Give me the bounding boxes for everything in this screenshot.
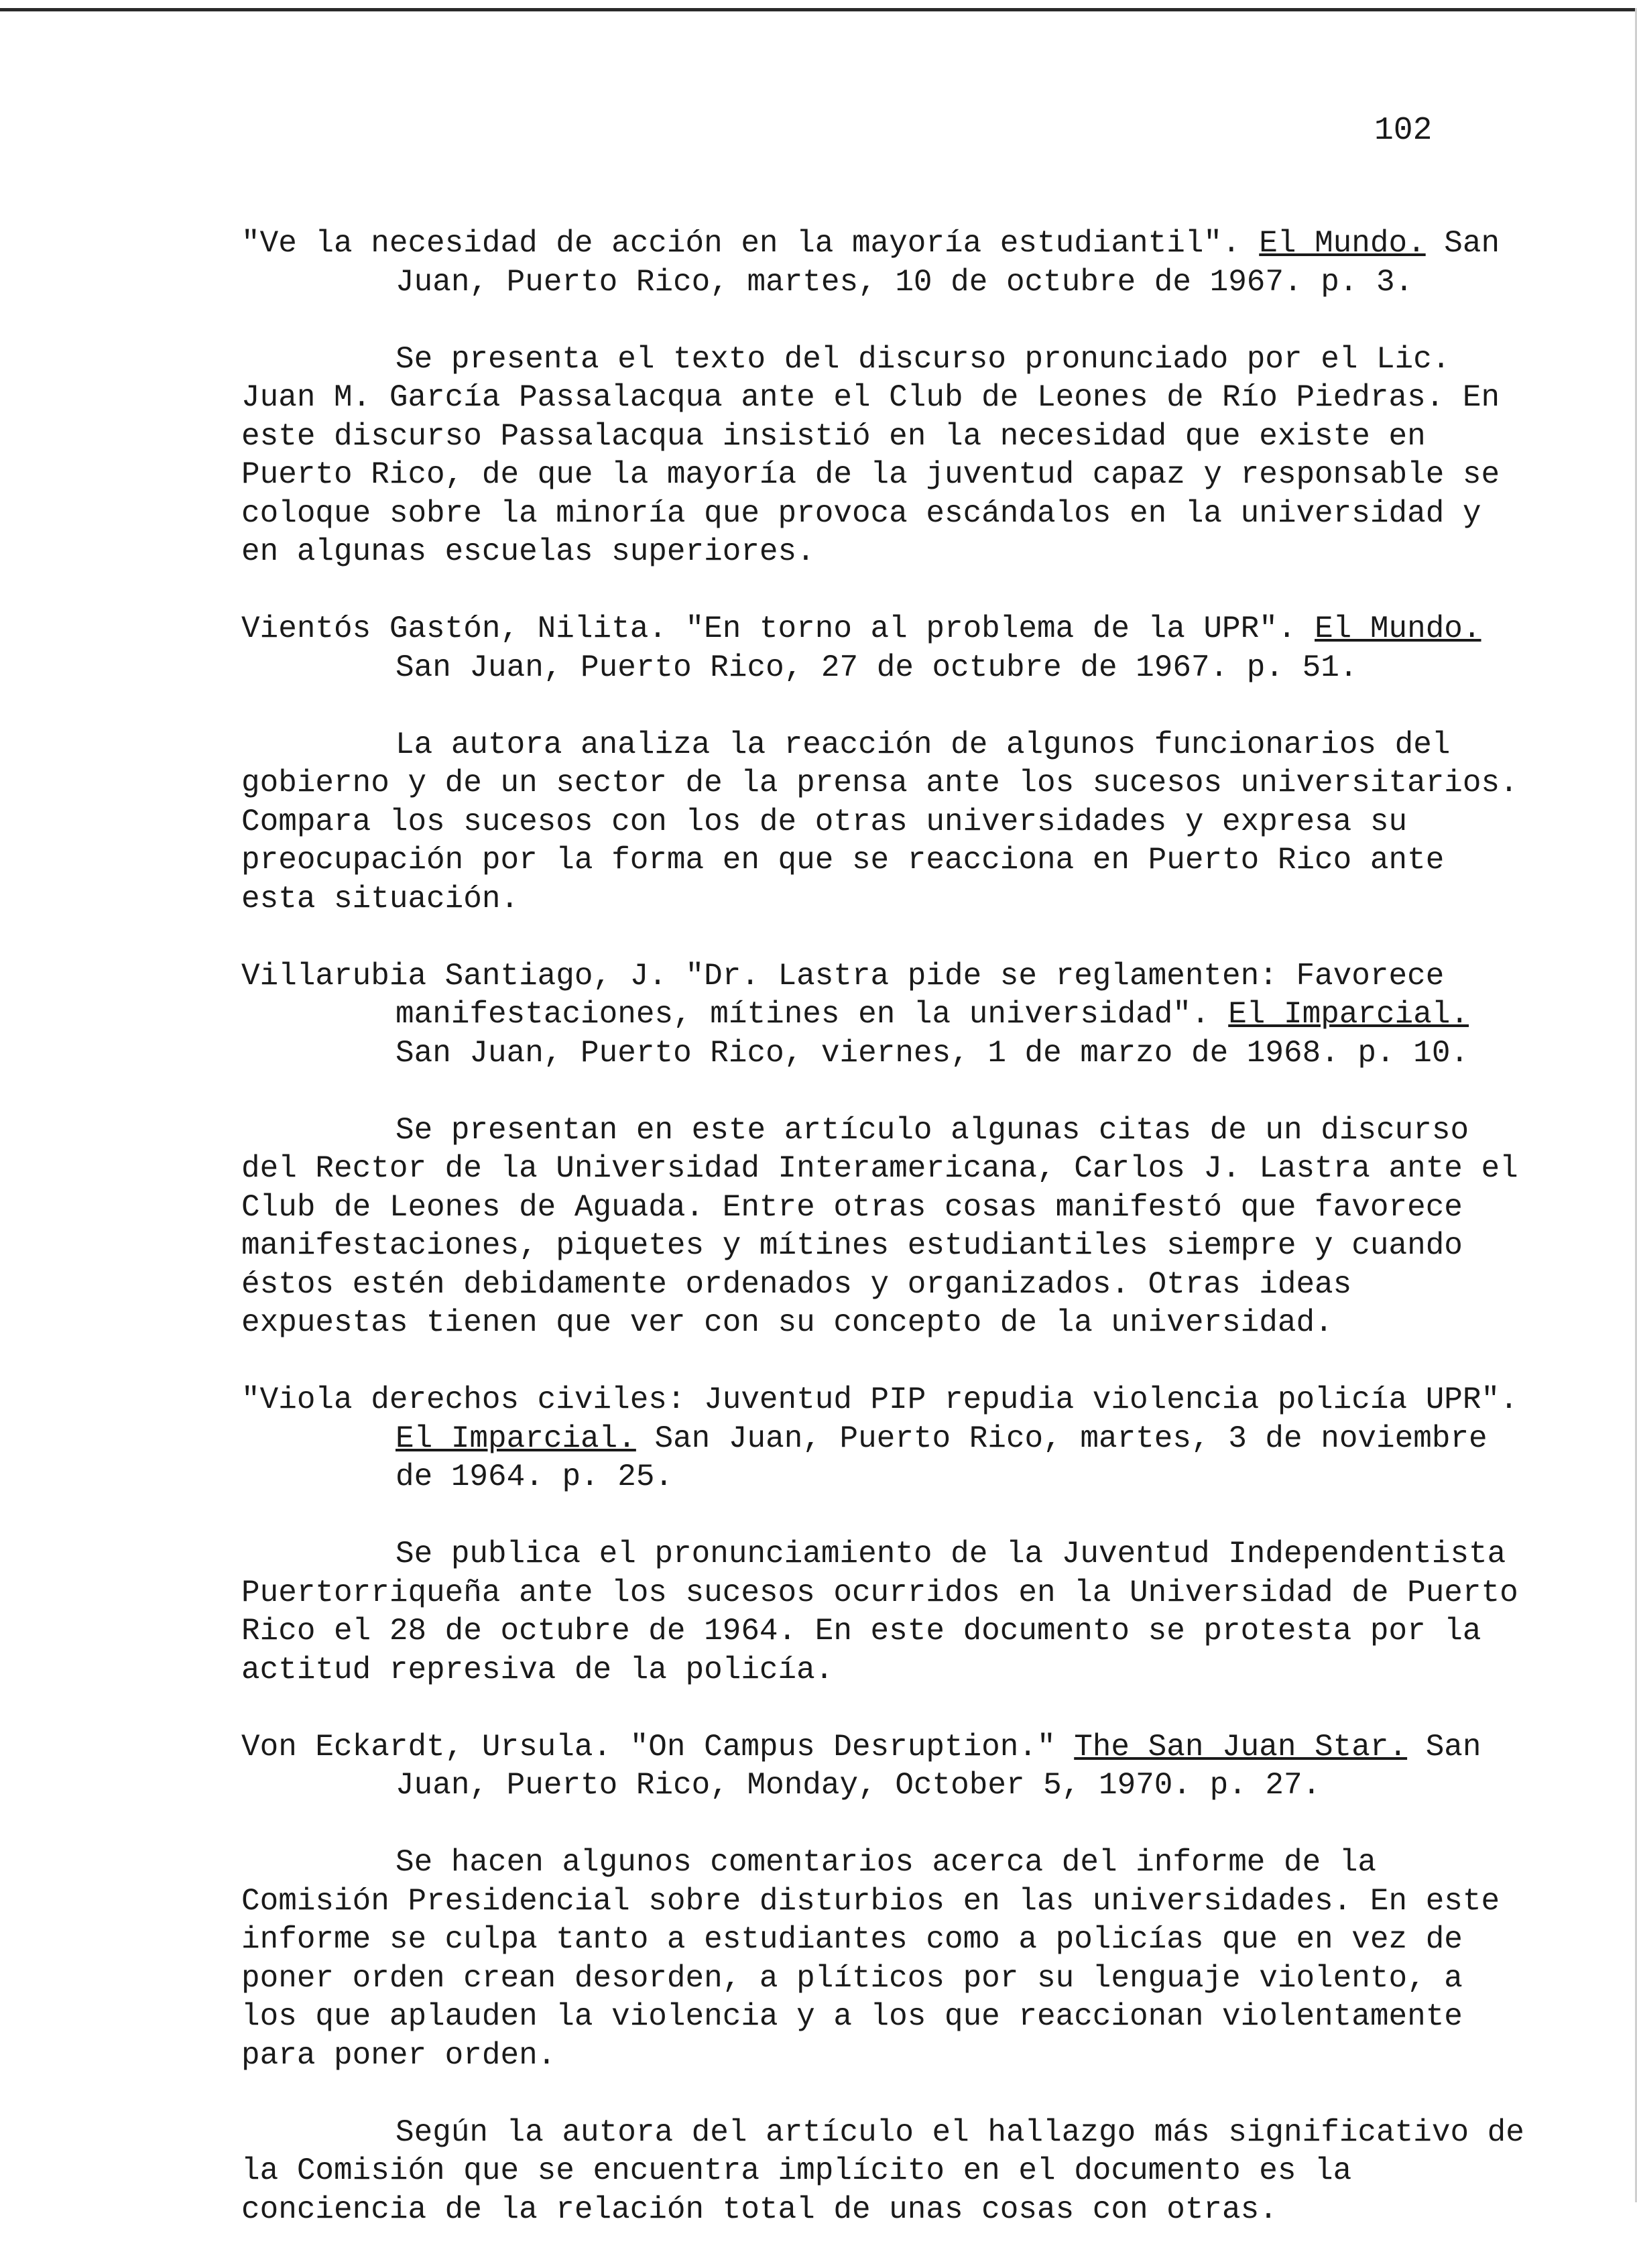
bibliography-entry <box>241 957 1525 1073</box>
annotation: Se hacen algunos comentarios acerca del informe de la Comisión Presidencial sobre disturbios en las universidades. En este informe se culpa tanto a estudiantes como a policías que en vez de poner orden crean desorden, a plíticos por su lenguaje violento, a los que aplauden la violencia y a los que reaccionan violentamente para poner orden. <box>241 1845 1500 2073</box>
annotation: Se publica el pronunciamiento de la Juventud Independentista Puertorriqueña ante los sucesos ocurridos en la Universidad de Puerto Rico el 28 de octubre de 1964. En este documento se protesta por la actitud represiva de la policía. <box>241 1537 1518 1687</box>
citation <box>241 610 1525 687</box>
citation-details: San Juan, Puerto Rico, Monday, October 5, 1970. p. 27. <box>396 1729 1481 1803</box>
source-title: El Imparcial. <box>1228 997 1469 1032</box>
top-border-line <box>0 8 1637 11</box>
bibliography-entry <box>241 225 1525 302</box>
source-title: El Mundo. <box>1315 611 1481 646</box>
annotation: Según la autora del artículo el hallazgo más significativo de la Comisión que se encuentra implícito en el documento es la conciencia de la relación total de unas cosas con otras. <box>241 2114 1524 2227</box>
citation-text: "Ve la necesidad de acción en la mayoría estudiantil". <box>241 226 1260 261</box>
annotation: Se presentan en este artículo algunas citas de un discurso del Rector de la Universidad Interamericana, Carlos J. Lastra ante el Club de Leones de Aguada. Entre otras cosas manifestó que favorece manifestaciones, piquetes y mítines estudiantiles siempre y cuando éstos estén debidamente ordenados y organizados. Otras ideas expuestas tienen que ver con su concepto de la universidad. <box>241 1112 1518 1340</box>
citation-details: San Juan, Puerto Rico, viernes, 1 de marzo de 1968. p. 10. <box>396 1035 1469 1071</box>
citation-text: Von Eckardt, Ursula. "On Campus Desruption." <box>241 1729 1075 1765</box>
citation <box>241 1728 1525 1805</box>
source-title: El Mundo. <box>1259 226 1426 261</box>
citation <box>241 1381 1525 1497</box>
citation-details: San Juan, Puerto Rico, 27 de octubre de 1967. p. 51. <box>396 650 1358 685</box>
source-title: El Imparcial. <box>396 1421 636 1456</box>
citation-details: San Juan, Puerto Rico, martes, 10 de octubre de 1967. p. 3. <box>396 226 1500 300</box>
citation-details: San Juan, Puerto Rico, martes, 3 de noviembre de 1964. p. 25. <box>396 1421 1488 1494</box>
citation-text: Villarubia Santiago, J. "Dr. Lastra pide se reglamenten: Favorece manifestaciones, mítines en la universidad". <box>241 958 1445 1032</box>
annotation: Se presenta el texto del discurso pronunciado por el Lic. Juan M. García Passalacqua ante el Club de Leones de Río Piedras. En este discurso Passalacqua insistió en la necesidad que existe en Puerto Rico, de que la mayoría de la juventud capaz y responsable se coloque sobre la minoría que provoca escándalos en la universidad y en algunas escuelas superiores. <box>241 341 1500 569</box>
source-title: The San Juan Star. <box>1074 1729 1408 1765</box>
citation-text: "Viola derechos civiles: Juventud PIP repudia violencia policía UPR". <box>241 1382 1518 1417</box>
annotation: La autora analiza la reacción de algunos funcionarios del gobierno y de un sector de la prensa ante los sucesos universitarios. Compara los sucesos con los de otras universidades y expresa su preocupación por la forma en que se reacciona en Puerto Rico ante esta situación. <box>241 727 1518 916</box>
citation-text: Vientós Gastón, Nilita. "En torno al problema de la UPR". <box>241 611 1315 646</box>
bibliography-entry <box>241 1728 1525 1805</box>
page-number: 102 <box>1374 113 1433 149</box>
bibliography-entry <box>241 1381 1525 1497</box>
bibliography-list <box>241 225 1525 2268</box>
citation <box>241 957 1525 1073</box>
bibliography-entry <box>241 610 1525 687</box>
citation <box>241 225 1525 302</box>
